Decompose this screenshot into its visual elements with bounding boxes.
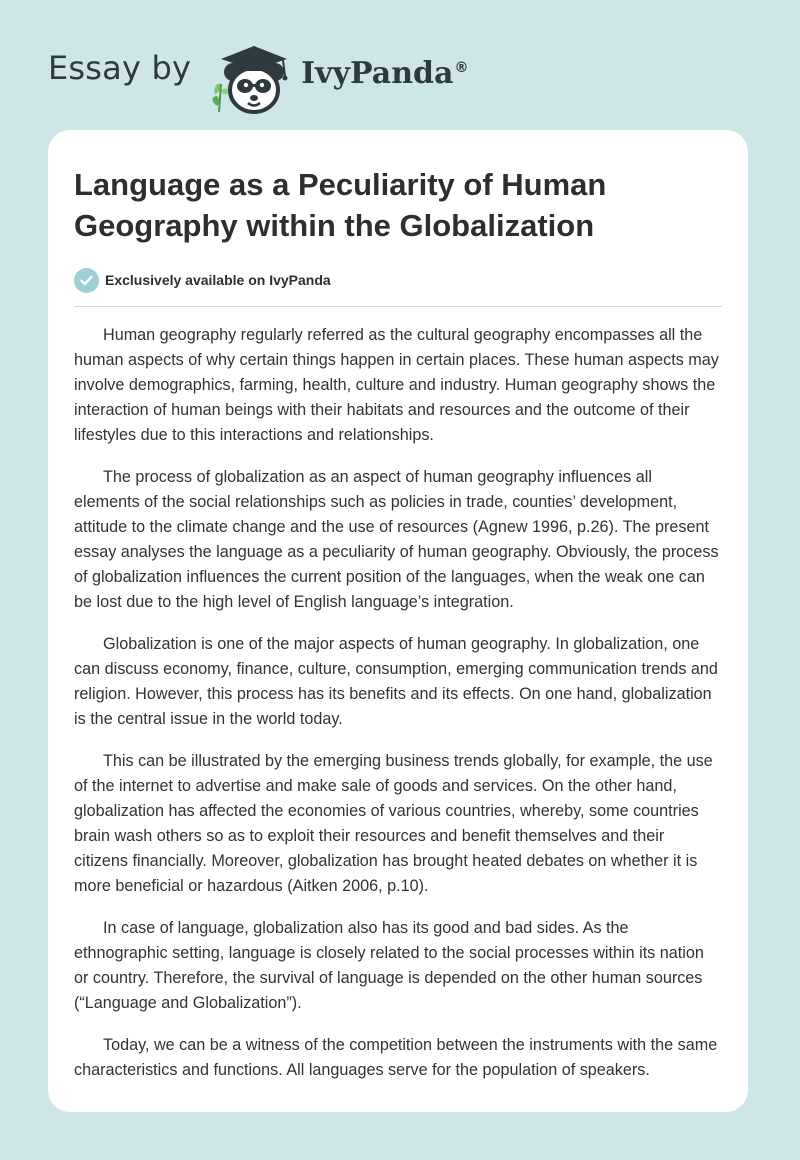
paragraph-3: Globalization is one of the major aspects of human geography. In globalization, one can discuss economy, finance, culture, consumption, emerging communication trends and religion. However, this process has its benefits and its effects. On one hand, globalization is the central issue in the world today.	[74, 635, 718, 728]
check-icon	[74, 268, 99, 293]
paragraph-2: The process of globalization as an aspect of human geography influences all elements of the social relationships such as policies in trade, counties’ development, attitude to the climate change and the use of resources (Agnew 1996, p.26). The present essay analyses the language as a peculiarity of human geography. Obviously, the process of globalization influences the current position of the languages, when the weak one can be lost due to the high level of English language’s integration.	[74, 468, 719, 611]
paragraph-6: Today, we can be a witness of the competition between the instruments with the same characteristics and functions. All languages serve for the population of speakers.	[74, 1036, 718, 1079]
paragraph-1: Human geography regularly referred as the cultural geography encompasses all the human aspects of why certain things happen in certain places. These human aspects may involve demographics, farming, health, culture and industry. Human geography shows the interaction of human beings with their habitats and resources and the outcome of their lifestyles due to this interactions and relationships.	[74, 326, 719, 444]
site-header	[48, 30, 748, 120]
exclusive-badge-label: Exclusively available on IvyPanda	[105, 272, 331, 288]
paragraph-4: This can be illustrated by the emerging business trends globally, for example, the use of the internet to advertise and make sale of goods and services. On the other hand, globalization has affected the economies of various countries, whereby, some countries brain wash others so as to exploit their resources and benefit themselves and their citizens financially. Moreover, globalization has brought heated debates on whether it is more beneficial or hazardous (Aitken 2006, p.10).	[74, 752, 713, 895]
essay-card	[48, 130, 748, 1112]
paragraph-5: In case of language, globalization also has its good and bad sides. As the ethnographic setting, language is closely related to the social processes within its nation or country. Therefore, the survival of language is depended on the other human sources (“Language and Globalization”).	[74, 919, 704, 1012]
divider	[74, 306, 722, 307]
essay-title: Language as a Peculiarity of Human Geography within the Globalization	[74, 167, 607, 243]
exclusive-badge	[74, 266, 722, 294]
panda-logo-icon[interactable]	[205, 32, 297, 118]
essay-by-label: Essay by	[48, 49, 192, 87]
brand-name[interactable]: IvyPanda®	[301, 55, 469, 91]
registered-mark: ®	[454, 59, 469, 76]
